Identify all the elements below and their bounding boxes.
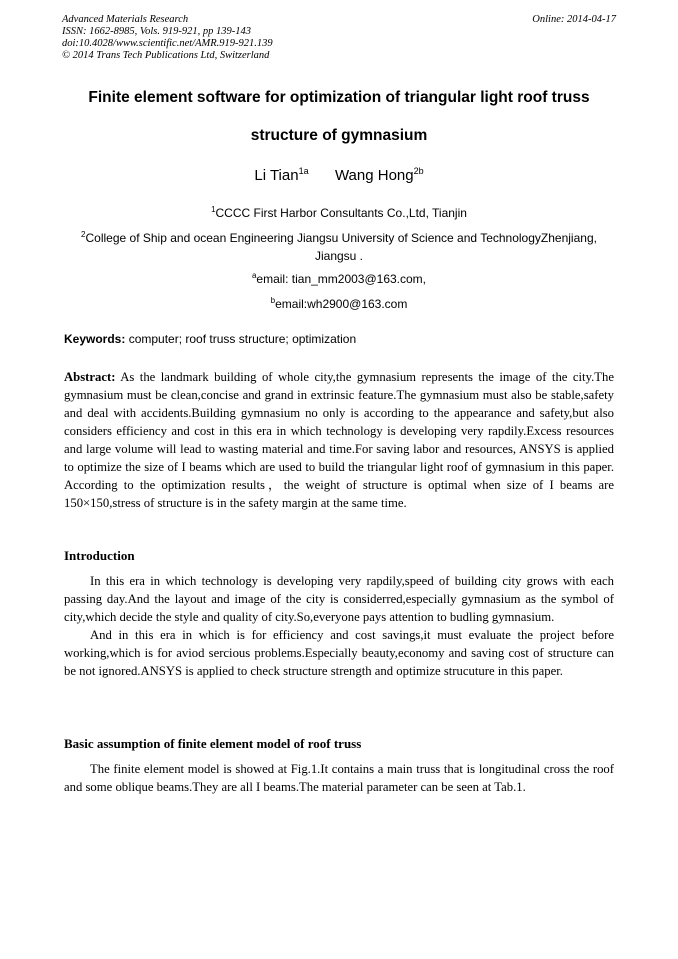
paragraph: The finite element model is showed at Fig.1.It contains a main truss that is longitudinal cross the roof and some oblique beams.They are all I beams.The material parameter can be seen at Tab.1. <box>64 762 614 794</box>
paper-title <box>62 88 616 146</box>
author-sup: 1a <box>298 166 309 176</box>
title-line-2: structure of gymnasium <box>250 127 428 144</box>
journal-header <box>62 14 616 62</box>
paragraph: In this era in which technology is developing very rapdily,speed of building city grows with each passing day.And the layout and image of the city is considerred,especially gymnasium as the symbol of city,which decide the style and quality of city.So,everyone pays attention to budling gymnasium. <box>64 574 614 624</box>
email-a: $^a$email: tian_mm2003@163.com, <box>251 271 427 286</box>
affiliation-2: $^2$College of Ship and ocean Engineering Jiangsu University of Science and TechnologyZhenjiang, Jiangsu . <box>81 230 597 263</box>
abstract-text: As the landmark building of whole city,the gymnasium represents the image of the city.The gymnasium must be clean,concise and grand in extrinsic feature.The gymnasium must also be stable,safety and deal with accidents.Building gymnasium no only is according to the appearance and safety,but also considers efficiency and cost in this era in which technology is developing very rapdily.Excess resources and large volume will lead to wasting material and time.For saving labor and resources, ANSYS is applied to optimize the size of I beams which are used to build the triangular light roof of gymnasium in this paper. According to the optimization results，the weight of structure is optimal when size of I beams are 150×150,stress of structure is in the safety margin at the same time. <box>64 370 614 510</box>
doi-line: doi:10.4028/www.scientific.net/AMR.919-921.139 <box>62 38 273 49</box>
title-line-1: Finite element software for optimization of triangular light roof truss <box>88 89 590 106</box>
affiliation-1: $^1$CCCC First Harbor Consultants Co.,Ltd, Tianjin <box>211 205 467 220</box>
author-name: Li Tian <box>254 167 299 184</box>
author-list <box>62 166 616 184</box>
paragraph: And in this era in which is for efficiency and cost savings,it must evaluate the project before working,which is for aviod sercious problems.Especially beauty,economy and saving cost of structure can be not ignored.ANSYS is applied to check structure strength and optimize strucuture in this paper. <box>64 628 614 678</box>
online-date: Online: 2014-04-17 <box>532 14 616 25</box>
author-sup: 2b <box>413 166 424 176</box>
basic-assumption-body <box>64 760 614 796</box>
issn-line: ISSN: 1662-8985, Vols. 919-921, pp 139-143 <box>62 26 251 37</box>
abstract <box>64 368 614 512</box>
section-heading-basic-assumption: Basic assumption of finite element model of roof truss <box>64 736 362 751</box>
keywords-label: Keywords: <box>64 332 126 346</box>
keywords <box>64 332 614 346</box>
section-heading-introduction: Introduction <box>64 548 135 563</box>
author-name: Wang Hong <box>334 167 414 184</box>
abstract-label: Abstract: <box>64 370 116 384</box>
introduction-body <box>64 572 614 680</box>
copyright-line: © 2014 Trans Tech Publications Ltd, Switzerland <box>62 50 270 61</box>
keywords-text: computer; roof truss structure; optimization <box>125 332 357 346</box>
journal-name: Advanced Materials Research <box>62 14 189 25</box>
email-b: $^b$email:wh2900@163.com <box>270 296 408 311</box>
